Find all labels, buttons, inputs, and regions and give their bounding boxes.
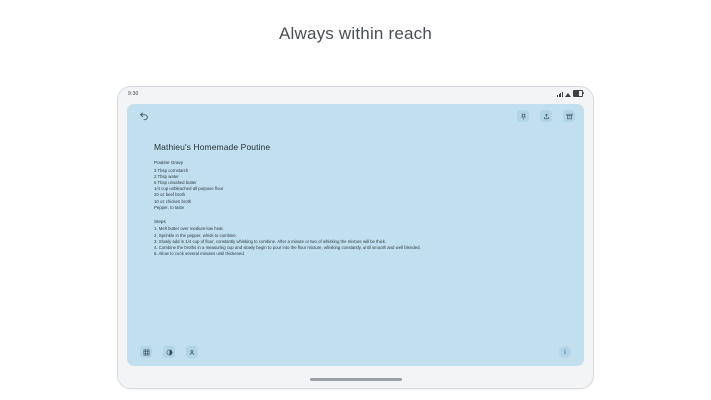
ingredient-line: 3 Tbsp cornstarch: [154, 167, 189, 173]
section-spacer: [154, 211, 564, 219]
page-title: Always within reach: [278, 24, 433, 43]
share-icon[interactable]: [540, 110, 552, 122]
note-bottom-toolbar: [140, 346, 198, 358]
person-add-icon[interactable]: [186, 346, 198, 358]
note-body[interactable]: [154, 160, 564, 257]
section-heading-gravy: Poutine Gravy: [154, 160, 184, 165]
signal-icon: [557, 92, 563, 97]
ingredient-line: 10 oz chicken broth: [154, 198, 192, 204]
step-line: 2. Sprinkle in the pepper, whisk to combine.: [154, 232, 237, 238]
note-top-toolbar: [517, 110, 575, 122]
step-line: 5. Allow to cook several minutes until thickened.: [154, 251, 245, 257]
info-button[interactable]: i: [559, 346, 571, 358]
ingredient-line: 2 Tbsp water: [154, 173, 179, 179]
status-icons: [557, 90, 583, 97]
palette-icon[interactable]: [163, 346, 175, 358]
home-indicator[interactable]: [310, 378, 402, 381]
ingredient-line: 6 Tbsp unsalted butter: [154, 179, 197, 185]
tablet-device: [117, 86, 594, 389]
undo-icon[interactable]: [139, 111, 149, 121]
status-time: 9:30: [128, 90, 139, 97]
grid-icon[interactable]: [140, 346, 152, 358]
ingredient-line: 20 oz beef broth: [154, 192, 186, 198]
wifi-icon: [565, 93, 571, 97]
archive-icon[interactable]: [563, 110, 575, 122]
note-canvas[interactable]: [127, 104, 584, 366]
step-line: 3. Slowly add in 1/4 cup of flour, constantly whisking to combine. After a minute or two of whisking the mixture will be thick.: [154, 238, 387, 244]
section-heading-steps: Steps: [154, 218, 166, 224]
step-line: 1. Melt butter over medium-low heat.: [154, 226, 224, 232]
note-title[interactable]: Mathieu's Homemade Poutine: [154, 142, 271, 152]
status-bar: [118, 87, 593, 100]
ingredient-line: 1/4 cup unbleached all purpose flour: [154, 186, 224, 192]
pin-icon[interactable]: [517, 110, 529, 122]
step-line: 4. Combine the broths in a measuring cup and slowly begin to pour into the flour mixture, whisking constantly, until smooth and well blended.: [154, 245, 421, 251]
ingredient-line: Pepper, to taste: [154, 204, 185, 210]
battery-icon: [573, 90, 583, 97]
